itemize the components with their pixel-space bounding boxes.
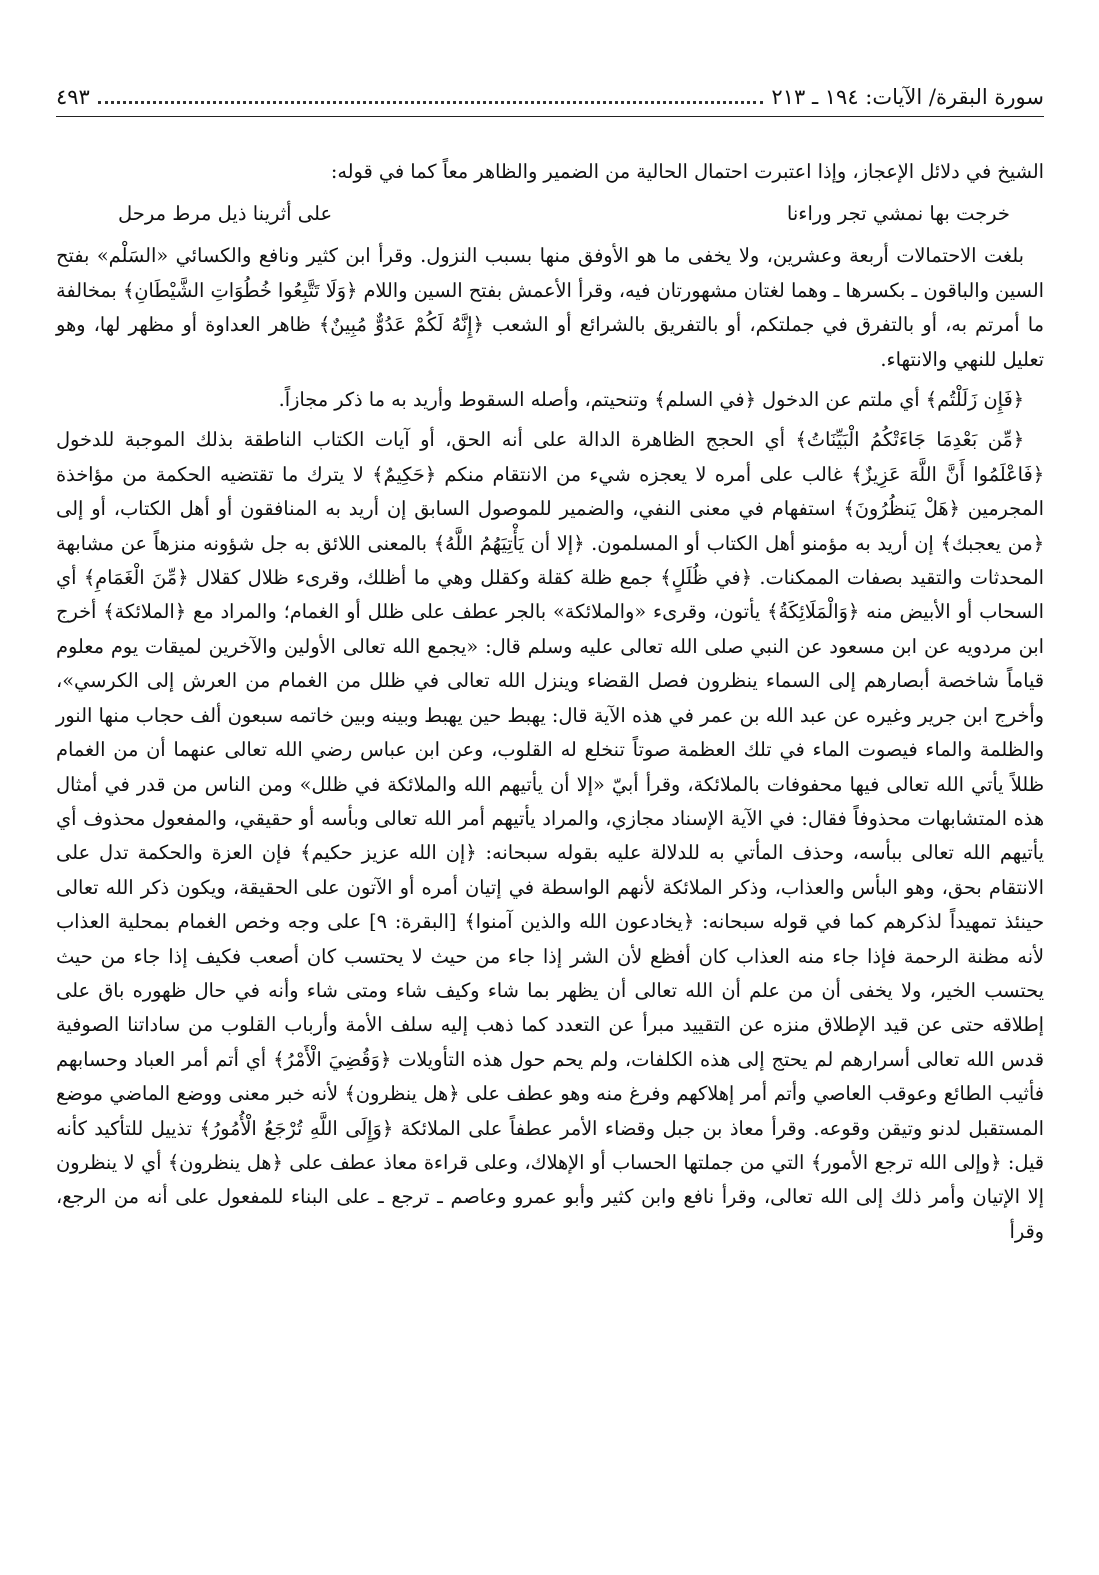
paragraph-commentary-1: بلغت الاحتمالات أربعة وعشرين، ولا يخفى ما هو الأوفق منها بسبب النزول. وقرأ ابن كثير ونافع والكسائي «السَلْم» بفتح السين والباقون ـ بكسرها ـ وهما لغتان مشهورتان فيه، وقرأ الأعمش بفتح السين واللام ﴿وَلَا تَتَّبِعُوا خُطُوَاتِ الشَّيْطَانِ﴾ بمخالفة ما أمرتم به، أو بالتفرق في جملتكم، أو بالتفريق بالشرائع أو الشعب ﴿إِنَّهُ لَكُمْ عَدُوٌّ مُبِينٌ﴾ ظاهر العداوة أو مظهر لها، وهو تعليل للنهي والانتهاء. [56, 244, 1044, 371]
verse-second-hemistich: على أثرينا ذيل مرط مرحل [118, 202, 333, 226]
page-number: ٤٩٣ [56, 85, 90, 109]
poetry-verse [56, 189, 1044, 239]
page-body [56, 155, 1044, 1249]
paragraph-intro: الشيخ في دلائل الإعجاز، وإذا اعتبرت احتمال الحالية من الضمير والظاهر معاً كما في قوله: [330, 160, 1044, 183]
book-page [56, 82, 1044, 1249]
surah-title: سورة البقرة/ الآيات: ١٩٤ ـ ٢١٣ [771, 85, 1044, 109]
paragraph-commentary-3: ﴿مِّن بَعْدِمَا جَاءَتْكُمُ الْبَيِّنَاتُ﴾ أي الحجج الظاهرة الدالة على أنه الحق، أو آيات الكتاب الناطقة بذلك الموجبة للدخول ﴿فَاعْلَمُوا أَنَّ اللَّهَ عَزِيزٌ﴾ غالب على أمره لا يعجزه شيء من الانتقام منكم ﴿حَكِيمٌ﴾ لا يترك ما تقتضيه الحكمة من مؤاخذة المجرمين ﴿هَلْ يَنظُرُونَ﴾ استفهام في معنى النفي، والضمير للموصول السابق إن أريد به المنافقون أو أهل الكتاب، أو إلى ﴿من يعجبك﴾ إن أريد به مؤمنو أهل الكتاب أو المسلمون. ﴿إلا أن يَأْتِيَهُمُ اللَّهُ﴾ بالمعنى اللائق به جل شؤونه منزهاً عن مشابهة المحدثات والتقيد بصفات الممكنات. ﴿في ظُلَلٍ﴾ جمع ظلة كقلة وكقلل وهي ما أظلك، وقرىء ظلال كقلال ﴿مِّنَ الْغَمَامِ﴾ أي السحاب أو الأبيض منه ﴿وَالْمَلَائِكَةُ﴾ يأتون، وقرىء «والملائكة» بالجر عطف على ظلل أو الغمام؛ والمراد مع ﴿الملائكة﴾ أخرج ابن مردويه عن ابن مسعود عن النبي صلى الله تعالى عليه وسلم قال: «يجمع الله تعالى الأولين والآخرين لميقات يوم معلوم قياماً شاخصة أبصارهم إلى السماء ينظرون فصل القضاء وينزل الله تعالى في ظلل من الغمام من العرش إلى الكرسي»، وأخرج ابن جرير وغيره عن عبد الله بن عمر في هذه الآية قال: يهبط حين يهبط وبينه وبين خاتمه سبعون ألف حجاب منها النور والظلمة والماء فيصوت الماء في تلك العظمة صوتاً تنخلع له القلوب، وعن ابن عباس رضي الله تعالى عنهما أن من الغمام ظللاً يأتي الله تعالى فيها محفوفات بالملائكة، وقرأ أبيّ «إلا أن يأتيهم الله والملائكة في ظلل» ومن الناس من قدر في أمثال هذه المتشابهات محذوفاً فقال: في الآية الإسناد مجازي، والمراد يأتيهم أمر الله تعالى وبأسه أو حقيقي، والمفعول محذوف أي يأتيهم الله تعالى ببأسه، وحذف المأتي به للدلالة عليه بقوله سبحانه: ﴿إن الله عزيز حكيم﴾ فإن العزة والحكمة تدل على الانتقام بحق، وهو البأس والعذاب، وذكر الملائكة لأنهم الواسطة في إتيان أمره أو الآتون على الحقيقة، ويكون ذكر الله تعالى حينئذ تمهيداً لذكرهم كما في قوله سبحانه: ﴿يخادعون الله والذين آمنوا﴾ [البقرة: ٩] على وجه وخص الغمام بمحلية العذاب لأنه مظنة الرحمة فإذا جاء منه العذاب كان أفظع لأن الشر إذا جاء من حيث لا يحتسب كان أصعب فكيف إذا جاء من حيث يحتسب الخير، ولا يخفى أن من علم أن الله تعالى أن يظهر بما شاء وكيف شاء ومتى شاء وأنه في حال ظهوره باق على إطلاقه حتى عن قيد الإطلاق منزه عن التقييد مبرأ عن التعدد كما ذهب إليه سلف الأمة وأرباب القلوب من ساداتنا الصوفية قدس الله تعالى أسرارهم لم يحتج إلى هذه الكلفات، ولم يحم حول هذه التأويلات ﴿وَقُضِيَ الْأَمْرُ﴾ أي أتم أمر العباد وحسابهم فأثيب الطائع وعوقب العاصي وأتم أمر إهلاكهم وفرغ منه وهو عطف على ﴿هل ينظرون﴾ لأنه خبر معنى ووضع الماضي موضع المستقبل لدنو وتيقن وقوعه. وقرأ معاذ بن جبل وقضاء الأمر عطفاً على الملائكة ﴿وَإِلَى اللَّهِ تُرْجَعُ الْأُمُورُ﴾ تذييل للتأكيد كأنه قيل: ﴿وإلى الله ترجع الأمور﴾ التي من جملتها الحساب أو الإهلاك، وعلى قراءة معاذ عطف على ﴿هل ينظرون﴾ أي لا ينظرون إلا الإتيان وأمر ذلك إلى الله تعالى، وقرأ نافع وابن كثير وأبو عمرو وعاصم ـ ترجع ـ على البناء للمفعول على أنه من الرجع، وقرأ [56, 428, 1044, 1243]
running-header [56, 82, 1044, 117]
dotted-leader [98, 83, 764, 104]
paragraph-commentary-2: ﴿فَإِن زَلَلْتُم﴾ أي ملتم عن الدخول ﴿في السلم﴾ وتنحيتم، وأصله السقوط وأريد به ما ذكر مجازاً. [278, 388, 1024, 412]
verse-first-hemistich: خرجت بها نمشي تجر وراءنا [786, 202, 1010, 226]
